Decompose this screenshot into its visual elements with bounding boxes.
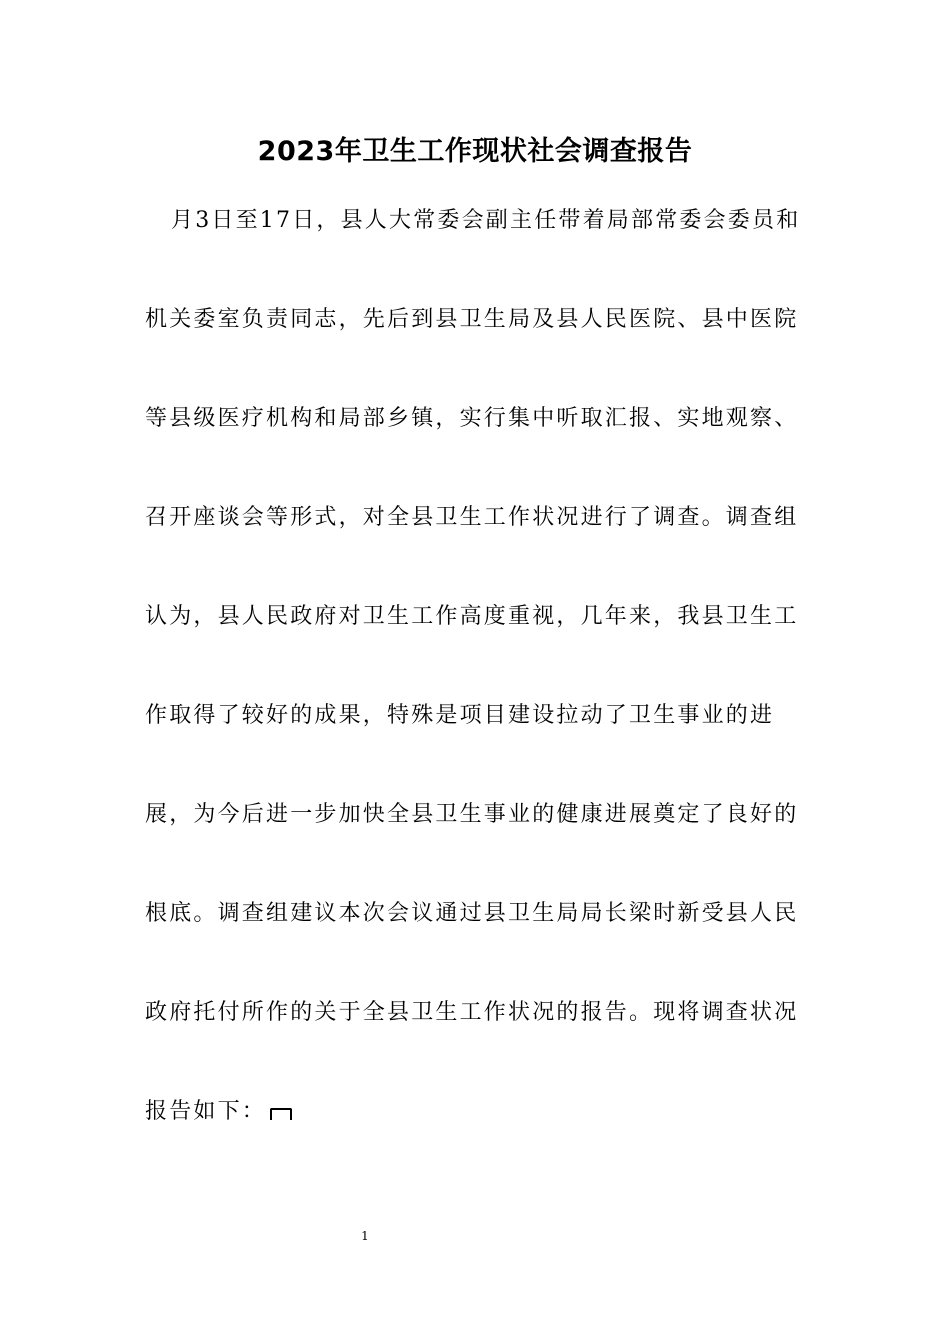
paragraph-line-text: 报告如下： — [145, 1099, 267, 1124]
paragraph-line: 机关委室负责同志，先后到县卫生局及县人民医院、县中医院 — [145, 307, 799, 332]
paragraph-line: 月3日至17日，县人大常委会副主任带着局部常委会委员和 — [171, 208, 801, 233]
page-number: 1 — [361, 1229, 369, 1243]
body-paragraph — [145, 200, 810, 1190]
document-title: 2023年卫生工作现状社会调查报告 — [257, 136, 693, 167]
paragraph-line: 根底。调查组建议本次会议通过县卫生局局长梁时新受县人民 — [145, 901, 799, 926]
paragraph-line-last — [145, 1091, 810, 1190]
paragraph-line: 展，为今后进一步加快全县卫生事业的健康进展奠定了良好的 — [145, 802, 799, 827]
paragraph-line: 政府托付所作的关于全县卫生工作状况的报告。现将调查状况 — [145, 1000, 799, 1025]
section-mark-icon — [270, 1108, 292, 1120]
paragraph-line: 作取得了较好的成果，特殊是项目建设拉动了卫生事业的进 — [145, 703, 775, 728]
paragraph-line: 召开座谈会等形式，对全县卫生工作状况进行了调查。调查组 — [145, 505, 799, 530]
paragraph-line: 认为，县人民政府对卫生工作高度重视，几年来，我县卫生工 — [145, 604, 799, 629]
paragraph-line: 等县级医疗机构和局部乡镇，实行集中听取汇报、实地观察、 — [145, 406, 799, 431]
